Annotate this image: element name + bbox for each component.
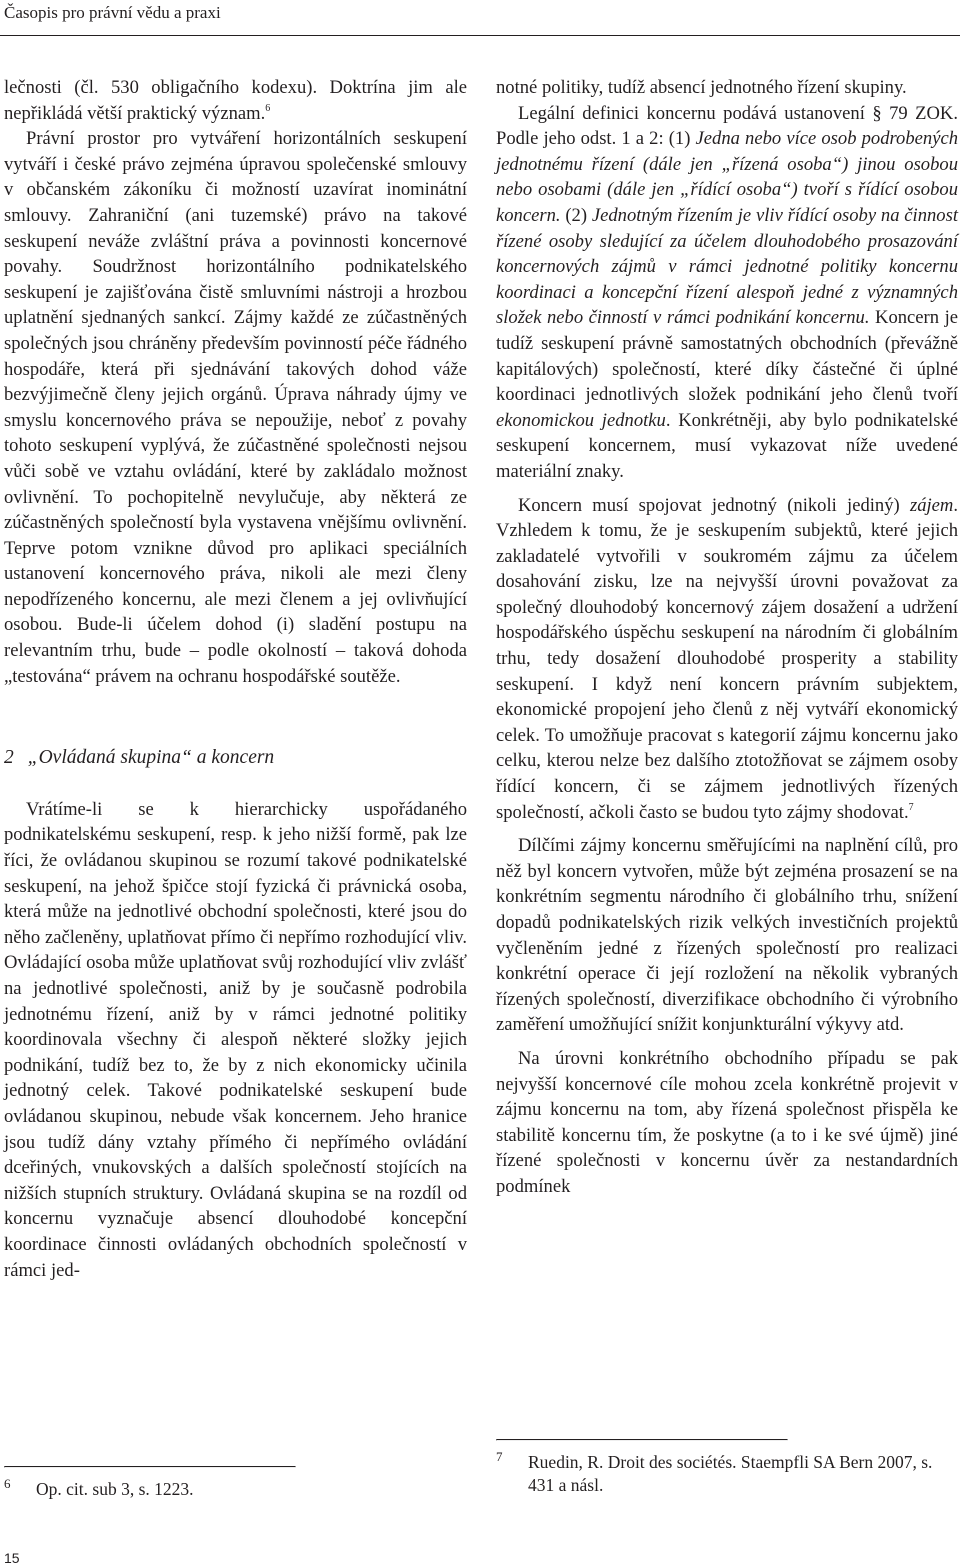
paragraph — [496, 101, 958, 485]
section-heading — [4, 745, 467, 771]
footnote — [496, 1451, 958, 1497]
footnote-text: Ruedin, R. Droit des sociétés. Staempfli SA Bern 2007, s. 431 a násl. — [528, 1452, 933, 1495]
paragraph-text: . Konkrétněji, aby bylo podnikatelské seskupení koncernem, musí vykazovat níže uvedené materiální znaky. — [496, 409, 958, 482]
paragraph-text: . Vzhledem k tomu, že je seskupením subjektů, které jejich zakladatelé vytvořili v soukromém zájmu za účelem dosahování zisku, lze na nejvyšší úrovni považovat za společný dlouhodobý koncernový zájem dosažení a udržení hospodářského úspěchu seskupení na národním či globálním trhu, tedy dosažení dlouhodobé prosperity a stability seskupení. I když není koncern právním subjektem, ekonomické propojení jeho členů z něj vytváří ekonomický celek. To umožňuje pracovat s kategorií zájmu koncernu jako celku, kterou nelze bez dalšího ztotožňovat se zájmem osoby řídící koncern, či se zájmem jednotlivých řízených společností, ačkoli často se budou tyto zájmy shodovat. — [496, 494, 958, 823]
paragraph: Na úrovni konkrétního obchodního případu se pak nejvyšší koncernové cíle mohou zcela konkrétně projevit v zájmu koncernu na tom, aby řízená společnost přispěla ke stabilitě koncernu tím, že poskytne (a to i ke své újmě) jiné řízené společnosti v koncernu úvěr za nestandardních podmínek — [496, 1047, 958, 1197]
paragraph-text: Legální definici koncernu podává ustanovení § 79 ZOK. Podle jeho odst. 1 a 2: (1) — [496, 102, 958, 150]
left-column — [4, 75, 467, 1283]
paragraph: Vrátíme-li se k hierarchicky uspořádaného podnikatelskému seskupení, resp. k jeho nižší formě, pak lze říci, že ovládanou skupinou se rozumí takové podnikatelské seskupení, na jehož špičce stojí fyzická či právnická osoba, která může na jednotlivé obchodní společnosti, které jsou do něho začleněny, uplatňovat přímo či nepřímo rozhodující vliv. Ovládající osoba může uplatňovat svůj rozhodující vliv zvlášť na jednotlivé společnosti, aniž by je současně podrobila jednotnému řízení, aniž by v rámci jednotné politiky koordinovala všechny či alespoň některé složky jejich podnikání, tudíž bez to, že by z nich ekonomicky učinila jednotný celek. Takové podnikatelské seskupení bude ovládanou skupinou, nebude však koncernem. Jeho hranice jsou tudíž dány vztahy přímého či nepřímého ovládání dceřiných, vnukovských a dalších společností stojících na nižších stupních struktury. Ovládaná skupina se na rozdíl od koncernu vyznačuje absencí dlouhodobé koncepční koordinace činnosti ovládaných obchodních společností v rámci jed- — [4, 798, 467, 1281]
footnote-number: 6 — [4, 1476, 11, 1491]
footnote-ref[interactable]: 7 — [908, 801, 914, 813]
footnote-divider — [4, 1466, 296, 1468]
footnote-ref[interactable]: 6 — [265, 102, 271, 114]
footnote — [4, 1478, 194, 1501]
paragraph-text: lečnosti (čl. 530 obligačního kodexu). Doktrína jim ale nepřikládá větší praktický význam. — [4, 77, 467, 124]
section-number: 2 — [4, 747, 14, 769]
paragraph-text: Koncern musí spojovat jednotný (nikoli jediný) — [518, 494, 910, 516]
statute-quote: Jedna nebo více osob podrobených jednotnému řízení (dále jen „řízená osoba“) jinou osobou nebo osobami (dále jen „řídící osoba“) tvoří s řídící osobou koncern. — [496, 128, 958, 226]
running-header: Časopis pro právní vědu a praxi — [4, 3, 221, 22]
right-column — [496, 75, 958, 1200]
emphasis: zájem — [909, 494, 954, 516]
paragraph-text: (2) — [560, 204, 592, 226]
paragraph: notné politiky, tudíž absencí jednotného řízení skupiny. — [496, 77, 907, 98]
paragraph: Dílčími zájmy koncernu směřujícími na naplnění cílů, pro něž byl koncern vytvořen, může být zejména prosazení se na konkrétním segmentu národního či globálního trhu, snížení dopadů podnikatelských rizik velkých investičních projektů vyčleněním jedné z řízených společností pro realizaci konkrétní operace či její rozložení na několik vybraných řízených společností, diverzifikace obchodního či výrobního zaměření umožňující snížit konjunkturální výkyvy atd. — [496, 835, 958, 1036]
header-divider — [0, 35, 960, 36]
emphasis: ekonomickou jednotku — [496, 409, 666, 431]
footnote-divider — [496, 1439, 788, 1441]
footnote-number: 7 — [496, 1449, 503, 1464]
statute-quote: Jednotným řízením je vliv řídící osoby na činnost řízené osoby sledující za účelem dlouhodobého prosazování koncernových zájmů v rámci jednotné politiky koncernu koordinaci a koncepční řízení alespoň jedné z významných složek nebo činností v rámci podnikání koncernu. — [496, 204, 958, 329]
page-number: 15 — [4, 1550, 20, 1566]
section-title: „Ovládaná skupina“ a koncern — [27, 747, 275, 769]
paragraph — [4, 75, 467, 126]
paragraph — [496, 493, 958, 826]
paragraph: Právní prostor pro vytváření horizontálních seskupení vytváří i české právo zejména úpravou společenské smlouvy v občanském zákoníku či možností uzavírat inominátní smlouvy. Zahraniční (ani tuzemské) právo na takové seskupení neváže zvláštní práva a povinnosti koncernové povahy. Soudržnost horizontálního podnikatelského seskupení je zajišťována čistě smluvními nástroji a hrozbou uplatnění sjednaných sankcí. Zájmy každé ze zúčastněných společných jsou chráněny především povinností péče řádného hospodáře, která při sjednávání takových dohod váže bezvýjimečně členy jejich orgánů. Úprava náhrady újmy ve smyslu koncernového práva se nepoužije, neboť z povahy tohoto seskupení vyplývá, že zúčastněné společnosti nejsou vůči sobě ve vztahu ovládání, které by zakládalo možnost ovlivnění. To pochopitelně nevylučuje, aby některá ze zúčastněných společností byla vystavena vnějšímu ovlivnění. Teprve potom vznikne důvod pro aplikaci speciálních ustanovení koncernového práva, nikoli ale mezi členy nepodřízeného koncernu, ale mezi členem a jej ovlivňující osobou. Bude-li účelem dohod (i) sladění postupu na relevantním trhu, bude – podle okolností – taková dohoda „testována“ právem na ochranu hospodářské soutěže. — [4, 128, 467, 687]
footnote-text: Op. cit. sub 3, s. 1223. — [36, 1479, 194, 1499]
paragraph-text: Koncern je tudíž seskupení právně samostatných obchodních (převážně kapitálových) společností, které díky částečné či úplné koordinaci jednotlivých složek podnikání jeho členů tvoří — [496, 307, 959, 406]
